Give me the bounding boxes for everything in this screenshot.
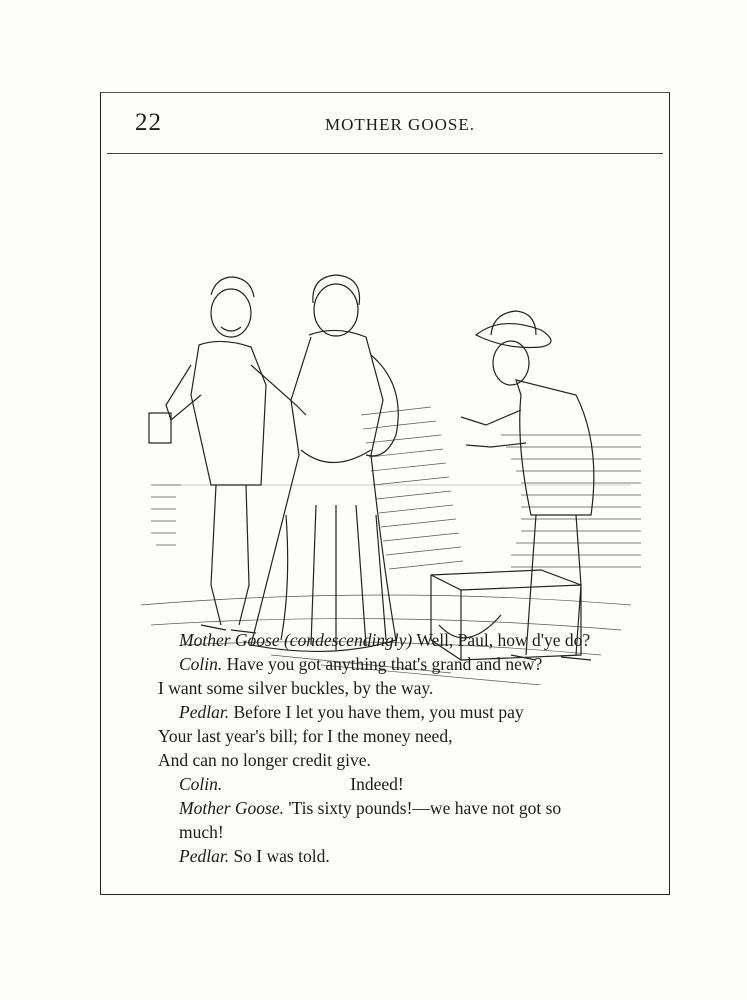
engraving-illustration [121,185,651,685]
verse-line [158,676,648,700]
verse-line [158,820,648,844]
line-text: 'Tis sixty pounds!—we have not got so [283,798,562,818]
line-text: And can no longer credit give. [158,750,371,770]
verse-line [158,844,648,868]
line-text: So I was told. [229,846,330,866]
speaker-name: Colin. [179,654,223,674]
verse-block [158,628,648,868]
line-text: Well, Paul, how d'ye do? [412,630,591,650]
speaker-name: Colin. [179,774,223,794]
speaker-name: Mother Goose (condescendingly) [179,630,413,650]
speaker-name: Pedlar. [179,846,230,866]
page-frame [100,92,670,895]
line-text: Before I let you have them, you must pay [229,702,524,722]
verse-line [158,724,648,748]
line-text: Your last year's bill; for I the money need, [158,726,453,746]
running-title: MOTHER GOOSE. [325,115,475,134]
speaker-name: Pedlar. [179,702,230,722]
line-text: Have you got anything that's grand and new? [222,654,543,674]
verse-line [158,748,648,772]
verse-line [158,652,648,676]
page-header [101,93,669,155]
verse-line [158,796,648,820]
line-text: much! [179,822,224,842]
verse-line [158,628,648,652]
header-rule [107,153,663,154]
verse-line [158,700,648,724]
page-number: 22 [135,109,162,136]
verse-line [158,772,648,796]
line-text: I want some silver buckles, by the way. [158,678,434,698]
pedlar-figure [461,311,594,660]
line-text: Indeed! [350,774,404,794]
colin-figure [149,277,306,633]
speaker-name: Mother Goose. [179,798,284,818]
